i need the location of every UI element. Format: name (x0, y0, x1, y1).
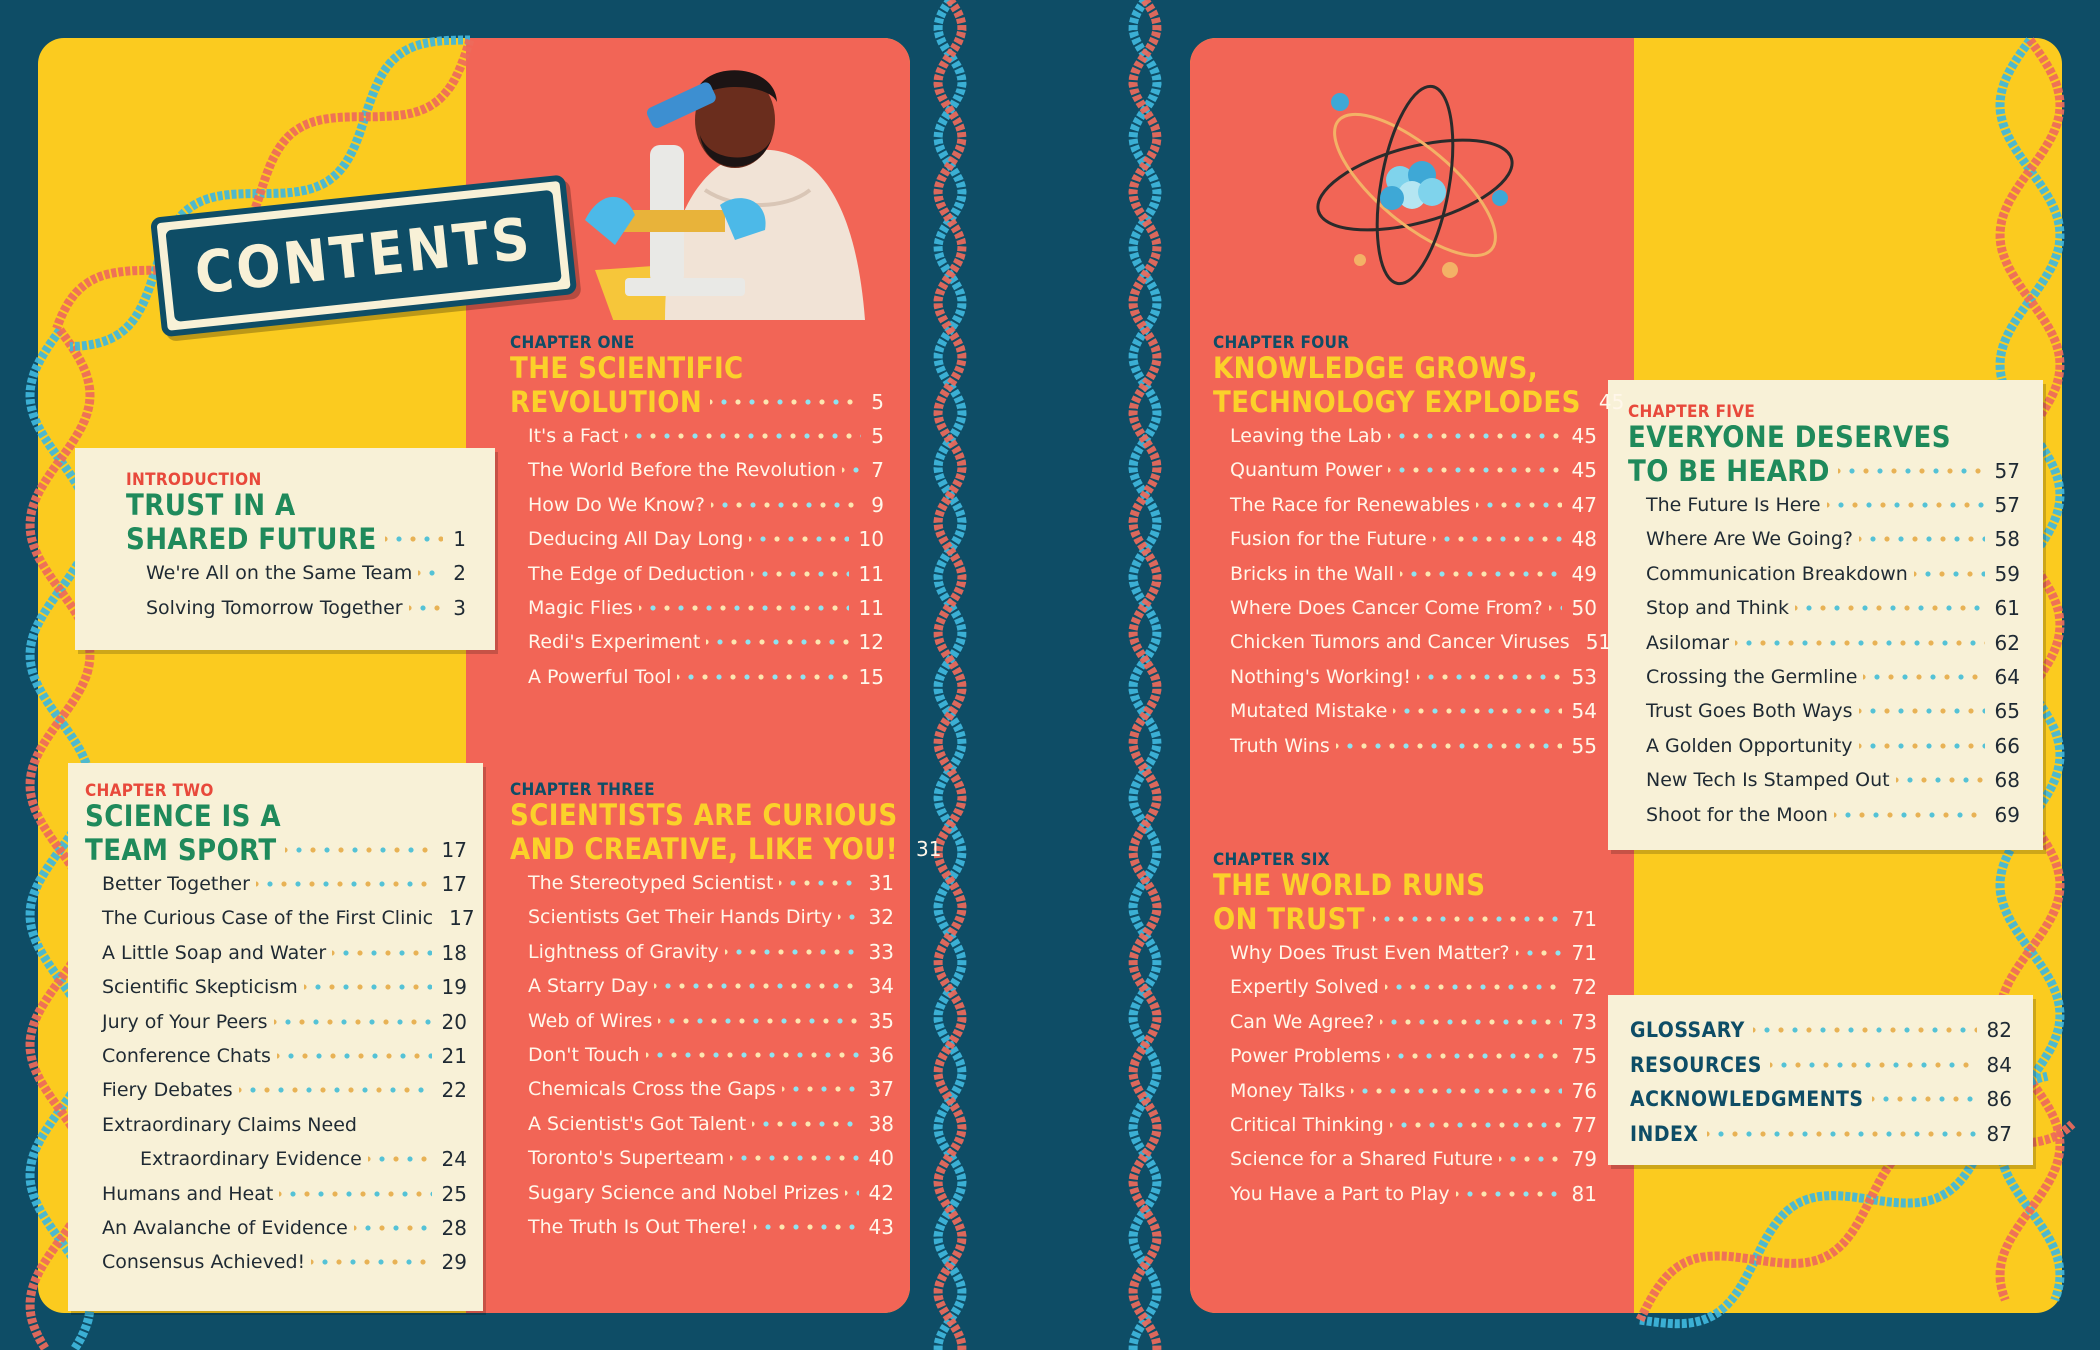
toc-entry-page: 7 (871, 458, 884, 483)
leader-dots (706, 639, 848, 645)
toc-entry-title: How Do We Know? (528, 493, 705, 516)
leader-dots (1795, 605, 1985, 611)
leader-dots (779, 880, 858, 886)
toc-entry-title: Trust Goes Both Ways (1646, 700, 1853, 723)
back-matter-title: INDEX (1630, 1121, 1699, 1146)
toc-entry[interactable] (1230, 662, 1597, 692)
leader-dots (1914, 571, 1985, 577)
toc-entry-page: 36 (868, 1043, 894, 1067)
toc-entry-title: Jury of Your Peers (102, 1010, 268, 1033)
toc-entry-title: Expertly Solved (1230, 976, 1379, 999)
chapter_six-title-line: THE WORLD RUNS (1213, 868, 1486, 902)
leader-dots (1859, 708, 1985, 714)
toc-entry-page: 53 (1571, 664, 1597, 689)
toc-entry-page: 34 (868, 974, 894, 999)
toc-entry-title: Science for a Shared Future (1230, 1148, 1493, 1171)
toc-entry[interactable] (102, 1110, 467, 1140)
leader-dots (654, 983, 858, 989)
toc-entry-page: 40 (868, 1146, 894, 1171)
toc-entry-page: 5 (871, 424, 884, 448)
chapter_five-title-line: TO BE HEARD (1628, 454, 1830, 488)
toc-entry-title: A Starry Day (528, 975, 649, 998)
toc-entry[interactable] (102, 1247, 467, 1277)
toc-entry-title: Scientists Get Their Hands Dirty (528, 906, 833, 929)
toc-entry[interactable] (140, 1144, 467, 1174)
toc-entry-page: 55 (1571, 733, 1597, 758)
leader-dots (277, 1053, 432, 1059)
scientist-microscope-illustration (555, 40, 875, 320)
back-matter-title: GLOSSARY (1630, 1018, 1745, 1042)
chapter_four-title-line: TECHNOLOGY EXPLODES (1213, 385, 1581, 419)
toc-entry[interactable] (102, 938, 467, 968)
chapter_five-title-line: EVERYONE DESERVES (1628, 420, 1951, 454)
toc-entry[interactable] (1230, 1076, 1597, 1106)
toc-entry-title: Money Talks (1230, 1079, 1346, 1102)
toc-entry-page: 11 (858, 561, 884, 586)
toc-entry-page: 12 (858, 630, 884, 655)
toc-entry-title: Shoot for the Moon (1646, 803, 1828, 826)
back-matter-entry[interactable] (1630, 1082, 2012, 1116)
leader-dots (842, 467, 861, 473)
leader-dots (1417, 674, 1562, 680)
toc-entry-page: 28 (441, 1216, 467, 1240)
leader-dots (1896, 777, 1985, 783)
toc-entry[interactable] (528, 559, 884, 589)
back-matter-page: 87 (1986, 1121, 2012, 1146)
toc-entry-title: Communication Breakdown (1646, 562, 1908, 585)
toc-entry-title: Magic Flies (528, 597, 633, 619)
leader-dots (332, 950, 431, 956)
toc-entry[interactable] (1646, 765, 2020, 795)
leader-dots (1351, 1088, 1561, 1094)
toc-entry-page: 2 (453, 561, 466, 585)
toc-entry-title: We're All on the Same Team (146, 562, 413, 584)
toc-entry-page: 31 (868, 871, 894, 895)
leader-dots (845, 1190, 858, 1196)
toc-entry[interactable] (102, 903, 475, 933)
leader-dots (274, 1019, 432, 1025)
back-matter-page: 84 (1986, 1052, 2012, 1077)
leader-dots (1388, 467, 1561, 473)
toc-entry[interactable] (1646, 593, 2020, 623)
toc-entry-page: 58 (1994, 527, 2020, 552)
toc-entry-title: Sugary Science and Nobel Prizes (528, 1181, 840, 1204)
toc-entry-title: It's a Fact (528, 425, 619, 447)
toc-entry[interactable] (528, 1074, 894, 1104)
toc-entry[interactable] (1230, 938, 1597, 968)
leader-dots (1476, 502, 1562, 508)
toc-entry-title: Scientific Skepticism (102, 976, 298, 999)
toc-entry-page: 54 (1571, 699, 1597, 724)
introduction-title-line: TRUST IN A (126, 488, 296, 522)
toc-entry-title: Chemicals Cross the Gaps (528, 1078, 776, 1101)
toc-entry[interactable] (528, 593, 884, 623)
toc-entry-title: Truth Wins (1230, 734, 1330, 757)
toc-entry-page: 33 (868, 939, 894, 964)
toc-entry-page: 81 (1571, 1181, 1597, 1206)
leader-dots (1863, 674, 1984, 680)
leader-dots (1549, 605, 1562, 611)
toc-entry[interactable] (1646, 800, 2020, 830)
introduction-label: INTRODUCTION (126, 470, 262, 490)
leader-dots (752, 1121, 858, 1127)
toc-entry[interactable] (102, 1041, 467, 1071)
toc-entry[interactable] (102, 972, 467, 1002)
leader-dots (1387, 1053, 1561, 1059)
toc-entry-page: 57 (1994, 493, 2020, 517)
leader-dots (1400, 571, 1562, 577)
toc-entry-page: 35 (868, 1008, 894, 1033)
toc-entry-title: Lightness of Gravity (528, 940, 719, 963)
toc-entry-page: 22 (441, 1078, 467, 1103)
leader-dots (782, 1086, 859, 1092)
back-matter-entry[interactable] (1630, 1013, 2012, 1047)
chapter_one-page-number: 5 (871, 390, 884, 414)
toc-entry[interactable] (528, 868, 894, 898)
back-matter-page: 82 (1986, 1018, 2012, 1042)
toc-entry-title: Chicken Tumors and Cancer Viruses (1230, 631, 1570, 654)
toc-entry[interactable] (102, 869, 467, 899)
chapter_six-title-row[interactable] (1213, 902, 1597, 936)
leader-dots (1770, 1062, 1977, 1068)
toc-entry[interactable] (528, 455, 884, 485)
toc-entry-title: Extraordinary Claims Need (102, 1113, 357, 1136)
toc-entry[interactable] (528, 971, 894, 1001)
toc-entry-title: Don't Touch (528, 1044, 640, 1066)
toc-entry[interactable] (1646, 662, 2020, 692)
toc-entry[interactable] (1646, 559, 2020, 589)
toc-entry-title: Humans and Heat (102, 1182, 274, 1205)
leader-dots (285, 847, 432, 853)
toc-entry-title: Where Does Cancer Come From? (1230, 597, 1543, 619)
toc-entry-title: Fusion for the Future (1230, 528, 1427, 551)
toc-entry-page: 75 (1571, 1044, 1597, 1069)
toc-entry[interactable] (528, 1143, 894, 1173)
toc-entry-page: 15 (858, 664, 884, 689)
chapter_six-label: CHAPTER SIX (1213, 850, 1330, 870)
leader-dots (1735, 640, 1985, 646)
chapter_three-title-row[interactable] (510, 832, 942, 866)
back-matter-entry[interactable] (1630, 1048, 2012, 1082)
leader-dots (751, 571, 849, 577)
leader-dots (838, 914, 858, 920)
leader-dots (1388, 433, 1562, 439)
leader-dots (1859, 536, 1985, 542)
toc-entry-page: 48 (1571, 527, 1597, 552)
toc-entry[interactable] (528, 1006, 894, 1036)
leader-dots (1380, 1019, 1561, 1025)
toc-entry[interactable] (528, 1109, 894, 1139)
toc-entry-page: 21 (441, 1044, 467, 1068)
leader-dots (1385, 984, 1562, 990)
leader-dots (279, 1191, 431, 1197)
chapter_two-title-line: TEAM SPORT (85, 833, 277, 867)
toc-entry-title: Extraordinary Evidence (140, 1148, 362, 1171)
toc-entry-title: The Stereotyped Scientist (528, 872, 774, 894)
toc-entry-page: 20 (441, 1009, 467, 1034)
chapter_two-label: CHAPTER TWO (85, 781, 214, 801)
toc-entry[interactable] (1230, 627, 1612, 657)
toc-entry-title: Mutated Mistake (1230, 700, 1388, 723)
leader-dots (1872, 1096, 1977, 1102)
chapter_five-title-row[interactable] (1628, 454, 2020, 488)
back-matter-title: ACKNOWLEDGMENTS (1630, 1087, 1864, 1111)
toc-entry-title: New Tech Is Stamped Out (1646, 769, 1890, 792)
toc-entry-title: Deducing All Day Long (528, 528, 744, 551)
toc-entry-page: 38 (868, 1111, 894, 1136)
toc-entry-title: Web of Wires (528, 1009, 653, 1032)
toc-entry[interactable] (528, 937, 894, 967)
leader-dots (239, 1087, 432, 1093)
toc-entry[interactable] (1230, 524, 1597, 554)
toc-entry[interactable] (1230, 559, 1597, 589)
leader-dots (409, 605, 444, 611)
chapter_six-title-line: ON TRUST (1213, 902, 1365, 936)
toc-entry[interactable] (1230, 455, 1597, 485)
toc-entry-page: 51 (1585, 630, 1612, 655)
atom-icon (1300, 80, 1530, 290)
toc-entry-title: Why Does Trust Even Matter? (1230, 942, 1510, 964)
leader-dots (646, 1052, 859, 1058)
toc-entry[interactable] (528, 524, 884, 554)
toc-entry-title: A Scientist's Got Talent (528, 1112, 747, 1135)
toc-entry-page: 69 (1994, 802, 2020, 827)
toc-entry-page: 61 (1994, 596, 2020, 621)
toc-entry-page: 79 (1571, 1147, 1597, 1172)
toc-entry-page: 47 (1571, 492, 1597, 517)
chapter_four-title-line: KNOWLEDGE GROWS, (1213, 351, 1539, 385)
chapter_three-page-number: 31 (916, 837, 942, 861)
toc-entry-title: Critical Thinking (1230, 1114, 1384, 1136)
leader-dots (710, 399, 861, 405)
toc-entry-title: The World Before the Revolution (528, 459, 836, 482)
toc-entry[interactable] (528, 1040, 894, 1070)
leader-dots (677, 674, 848, 680)
toc-entry-title: Nothing's Working! (1230, 665, 1411, 688)
leader-dots (725, 949, 859, 955)
leader-dots (625, 433, 862, 439)
chapter_one-title-line: THE SCIENTIFIC (510, 351, 744, 385)
toc-entry-page: 32 (868, 905, 894, 930)
leader-dots (730, 1155, 858, 1161)
leader-dots (639, 605, 849, 611)
toc-entry-page: 18 (441, 940, 467, 965)
toc-entry-page: 64 (1994, 665, 2020, 689)
chapter_two-title-row[interactable] (85, 833, 467, 867)
toc-entry-title: Asilomar (1646, 631, 1730, 654)
chapter_one-title-row[interactable] (510, 385, 884, 419)
leader-dots (1753, 1027, 1977, 1033)
toc-entry-title: The Curious Case of the First Clinic (102, 907, 434, 930)
toc-entry-title: Crossing the Germline (1646, 666, 1858, 688)
toc-entry[interactable] (1230, 421, 1597, 451)
toc-entry[interactable] (102, 1007, 467, 1037)
back-matter-page: 86 (1986, 1087, 2012, 1111)
toc-entry-page: 59 (1994, 561, 2020, 586)
chapter_five-label: CHAPTER FIVE (1628, 402, 1756, 422)
leader-dots (1373, 916, 1562, 922)
chapter_five-page-number: 57 (1994, 459, 2020, 483)
toc-entry-title: Quantum Power (1230, 459, 1383, 482)
introduction-title-row[interactable] (126, 522, 466, 556)
toc-entry[interactable] (528, 421, 884, 451)
toc-entry[interactable] (1230, 1041, 1597, 1071)
toc-entry-page: 42 (868, 1180, 894, 1205)
leader-dots (311, 1259, 431, 1265)
toc-entry[interactable] (102, 1213, 467, 1243)
toc-entry-page: 11 (858, 596, 884, 620)
toc-entry-page: 71 (1571, 941, 1597, 965)
toc-entry[interactable] (1646, 490, 2020, 520)
back-matter-entry[interactable] (1630, 1117, 2012, 1151)
toc-entry-title: Consensus Achieved! (102, 1251, 306, 1274)
leader-dots (1499, 1156, 1562, 1162)
toc-entry-page: 9 (871, 492, 884, 517)
toc-entry[interactable] (1230, 696, 1597, 726)
toc-entry-page: 50 (1571, 596, 1597, 620)
toc-entry-page: 37 (868, 1077, 894, 1102)
chapter_three-title-line: SCIENTISTS ARE CURIOUS (510, 798, 898, 832)
leader-dots (368, 1156, 432, 1162)
toc-entry-title: An Avalanche of Evidence (102, 1217, 348, 1239)
toc-entry[interactable] (528, 627, 884, 657)
toc-entry[interactable] (528, 1178, 894, 1208)
introduction-page-number: 1 (453, 527, 466, 551)
introduction-title-line: SHARED FUTURE (126, 522, 377, 556)
leader-dots (749, 536, 848, 542)
toc-entry-title: Fiery Debates (102, 1079, 233, 1102)
contents-heading: CONTENTS (191, 204, 536, 308)
toc-entry-page: 17 (449, 906, 475, 931)
leader-dots (1827, 502, 1985, 508)
toc-entry-page: 76 (1571, 1078, 1597, 1103)
toc-entry-title: The Future Is Here (1646, 494, 1821, 516)
chapter_four-label: CHAPTER FOUR (1213, 333, 1350, 353)
leader-dots (385, 536, 444, 542)
toc-entry[interactable] (1646, 696, 2020, 726)
toc-entry[interactable] (1230, 593, 1597, 623)
toc-entry[interactable] (1230, 1179, 1597, 1209)
toc-entry-page: 66 (1994, 733, 2020, 758)
toc-entry-title: Redi's Experiment (528, 631, 701, 654)
toc-entry[interactable] (1230, 1007, 1597, 1037)
toc-entry-title: You Have a Part to Play (1230, 1182, 1450, 1205)
back-matter-title: RESOURCES (1630, 1052, 1762, 1077)
leader-dots (1336, 743, 1562, 749)
toc-entry[interactable] (102, 1179, 467, 1209)
toc-entry-title: Conference Chats (102, 1045, 271, 1067)
toc-entry-title: Power Problems (1230, 1045, 1382, 1068)
leader-dots (711, 502, 861, 508)
toc-entry-title: Where Are We Going? (1646, 528, 1853, 551)
toc-entry-page: 43 (868, 1215, 894, 1239)
toc-entry[interactable] (1646, 628, 2020, 658)
leader-dots (1834, 812, 1985, 818)
toc-entry-title: The Truth Is Out There! (528, 1216, 748, 1238)
toc-entry-title: A Powerful Tool (528, 665, 672, 688)
toc-entry-title: Stop and Think (1646, 597, 1789, 620)
toc-entry[interactable] (1230, 490, 1597, 520)
toc-entry-page: 29 (441, 1250, 467, 1275)
toc-entry-page: 62 (1994, 630, 2020, 655)
toc-entry-title: The Race for Renewables (1230, 493, 1471, 516)
toc-entry[interactable] (1230, 1110, 1597, 1140)
leader-dots (1456, 1191, 1562, 1197)
toc-entry-page: 73 (1571, 1009, 1597, 1034)
toc-entry-title: The Edge of Deduction (528, 562, 745, 585)
leader-dots (1859, 743, 1985, 749)
toc-entry-title: Better Together (102, 873, 250, 895)
chapter_two-title-line: SCIENCE IS A (85, 799, 281, 833)
chapter_six-page-number: 71 (1571, 907, 1597, 931)
toc-entry[interactable] (528, 662, 884, 692)
toc-entry-page: 3 (453, 595, 466, 620)
toc-entry-page: 49 (1571, 561, 1597, 586)
toc-entry-title: Solving Tomorrow Together (146, 596, 403, 619)
chapter_two-page-number: 17 (441, 838, 467, 862)
toc-entry-page: 65 (1994, 699, 2020, 724)
toc-entry-title: Bricks in the Wall (1230, 562, 1394, 585)
toc-entry-title: Can We Agree? (1230, 1010, 1375, 1033)
leader-dots (754, 1224, 859, 1230)
toc-entry[interactable] (146, 558, 466, 588)
toc-entry-title: Leaving the Lab (1230, 425, 1382, 447)
toc-entry-page: 10 (858, 527, 884, 552)
toc-entry[interactable] (1646, 524, 2020, 554)
leader-dots (1516, 950, 1562, 956)
toc-entry-page: 24 (441, 1147, 467, 1172)
toc-entry-page: 72 (1571, 975, 1597, 1000)
toc-entry[interactable] (146, 593, 466, 623)
toc-entry-title: Toronto's Superteam (528, 1147, 725, 1170)
toc-entry-page: 19 (441, 975, 467, 1000)
chapter_one-label: CHAPTER ONE (510, 333, 635, 353)
leader-dots (1393, 708, 1561, 714)
toc-entry[interactable] (1230, 1144, 1597, 1174)
leader-dots (354, 1225, 432, 1231)
leader-dots (1433, 536, 1562, 542)
chapter_three-title-line: AND CREATIVE, LIKE YOU! (510, 832, 899, 866)
chapter_four-title-row[interactable] (1213, 385, 1625, 419)
toc-entry-page: 77 (1571, 1113, 1597, 1137)
chapter_three-label: CHAPTER THREE (510, 780, 655, 800)
chapter_four-page-number: 45 (1598, 390, 1625, 414)
chapter_one-title-line: REVOLUTION (510, 385, 703, 419)
leader-dots (304, 984, 432, 990)
leader-dots (1838, 468, 1985, 474)
toc-entry-page: 45 (1571, 458, 1597, 483)
toc-entry[interactable] (1230, 972, 1597, 1002)
toc-entry[interactable] (102, 1075, 467, 1105)
toc-entry[interactable] (1230, 731, 1597, 761)
toc-entry[interactable] (528, 902, 894, 932)
toc-entry-page: 45 (1571, 424, 1597, 448)
leader-dots (256, 881, 432, 887)
leader-dots (1707, 1131, 1977, 1137)
leader-dots (418, 570, 443, 576)
leader-dots (1390, 1122, 1562, 1128)
toc-entry-page: 17 (441, 872, 467, 896)
toc-entry[interactable] (528, 1212, 894, 1242)
leader-dots (658, 1018, 858, 1024)
toc-entry-title: A Golden Opportunity (1646, 734, 1853, 757)
toc-entry-page: 68 (1994, 768, 2020, 793)
toc-entry-page: 25 (441, 1181, 467, 1206)
toc-entry[interactable] (528, 490, 884, 520)
toc-entry-title: A Little Soap and Water (102, 941, 327, 964)
toc-entry[interactable] (1646, 731, 2020, 761)
